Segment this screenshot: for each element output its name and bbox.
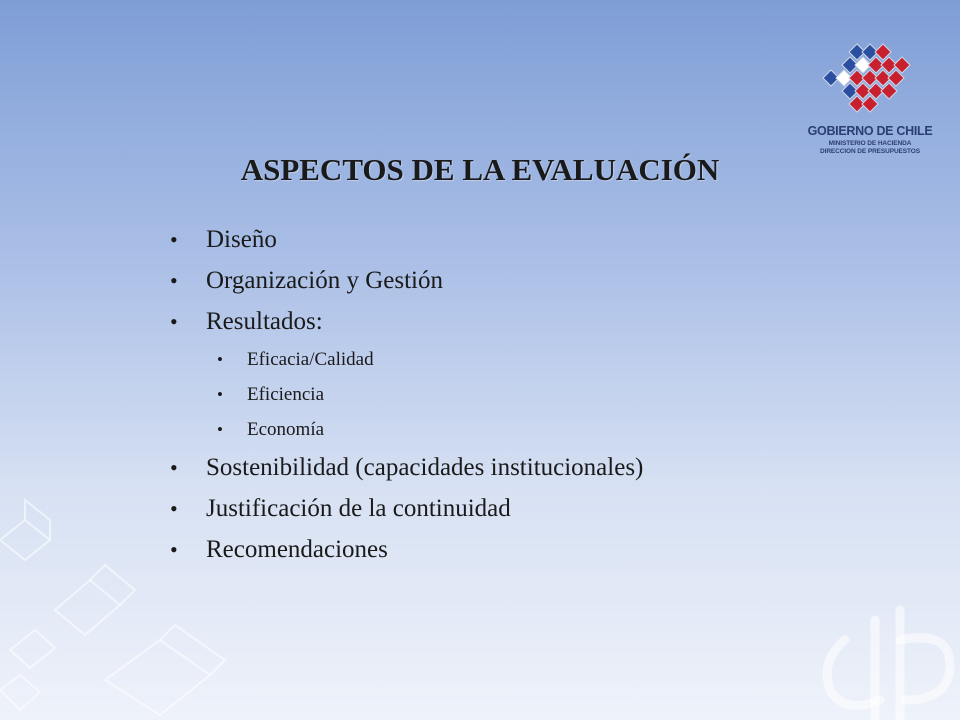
bullet-item xyxy=(170,222,643,263)
bullet-item xyxy=(170,304,643,345)
bullet-dot-icon: • xyxy=(170,268,178,293)
bullet-item xyxy=(170,263,643,304)
bullet-dot-icon: • xyxy=(170,496,178,521)
bullet-dot-icon: • xyxy=(170,309,178,334)
chile-flag-diamond-icon xyxy=(817,42,917,120)
logo-subtitle-dipres: DIRECCION DE PRESUPUESTOS xyxy=(820,148,920,155)
sub-bullet-item xyxy=(170,415,643,450)
bullet-dot-icon: • xyxy=(170,537,178,562)
bullet-text: Resultados: xyxy=(206,308,323,335)
bullet-dot-icon: • xyxy=(217,420,223,439)
bullet-dot-icon: • xyxy=(170,227,178,252)
bullet-text: Eficacia/Calidad xyxy=(247,349,374,370)
bullet-dot-icon: • xyxy=(217,350,223,369)
bullet-dot-icon: • xyxy=(217,385,223,404)
slide-title: ASPECTOS DE LA EVALUACIÓN xyxy=(240,152,720,187)
bullet-item xyxy=(170,491,643,532)
bullet-text: Diseño xyxy=(206,226,277,253)
bullet-text: Justificación de la continuidad xyxy=(206,495,511,522)
gobierno-de-chile-logo xyxy=(805,42,935,162)
bullet-text: Economía xyxy=(247,419,325,440)
sub-bullet-item xyxy=(170,380,643,415)
bullet-text: Recomendaciones xyxy=(206,536,388,563)
bullet-text: Sostenibilidad (capacidades institucionales) xyxy=(206,454,644,481)
logo-subtitle-ministry: MINISTERIO DE HACIENDA xyxy=(828,140,912,147)
bullet-item xyxy=(170,532,643,573)
sub-bullet-item xyxy=(170,345,643,380)
bullet-dot-icon: • xyxy=(170,455,178,480)
bullet-item xyxy=(170,450,643,491)
logo-title: GOBIERNO DE CHILE xyxy=(807,124,933,138)
bullet-text: Eficiencia xyxy=(247,384,325,405)
bullet-list xyxy=(170,222,643,573)
dipres-emblem-icon xyxy=(827,610,950,720)
bullet-text: Organización y Gestión xyxy=(206,267,443,294)
